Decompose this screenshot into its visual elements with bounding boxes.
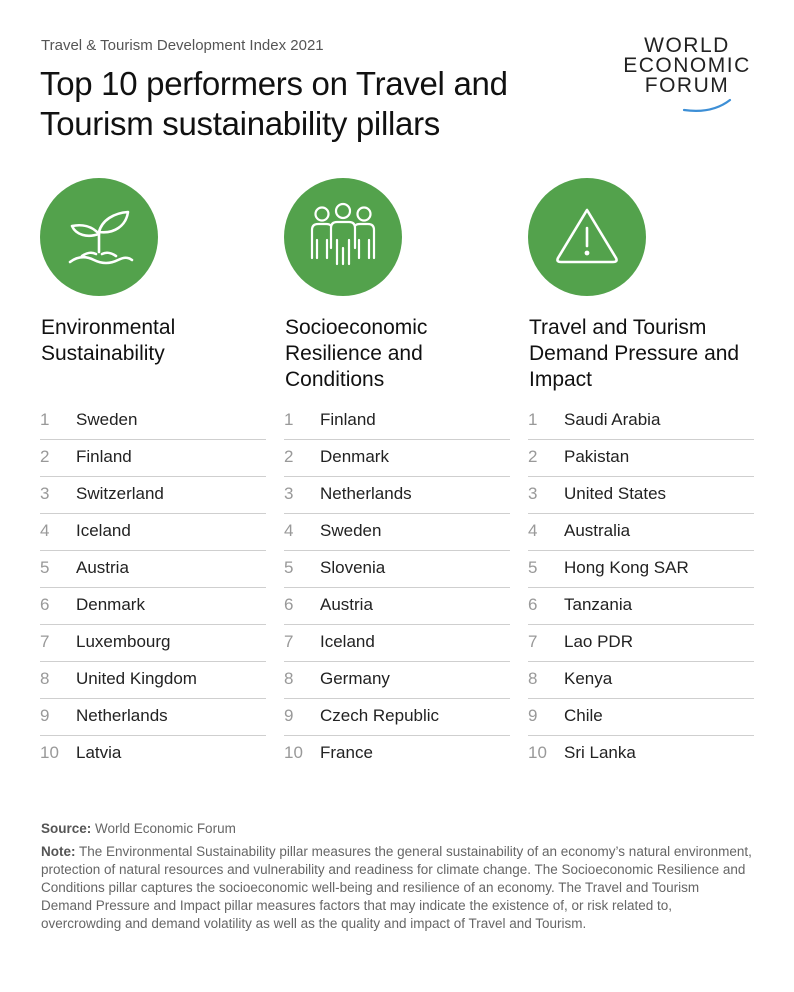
- country-name: Germany: [320, 669, 390, 688]
- rank-number: 1: [528, 410, 538, 429]
- list-item: [40, 403, 266, 440]
- footer-notes: [41, 820, 753, 938]
- country-name: Kenya: [564, 669, 613, 688]
- country-name: Austria: [76, 558, 129, 577]
- rank-number: 6: [528, 595, 538, 614]
- list-item: [40, 699, 266, 736]
- rank-number: 7: [40, 632, 50, 651]
- country-name: Sweden: [76, 410, 138, 429]
- column-demand-pressure: [528, 178, 754, 762]
- list-item: [528, 625, 754, 662]
- column-socioeconomic: [284, 178, 510, 762]
- rank-number: 1: [284, 410, 294, 429]
- rank-number: 8: [40, 669, 50, 688]
- rank-number: 7: [284, 632, 294, 651]
- rank-number: 7: [528, 632, 538, 651]
- rank-number: 3: [528, 484, 538, 503]
- country-name: Finland: [76, 447, 132, 466]
- ranking-list: [528, 403, 754, 772]
- list-item: [284, 699, 510, 736]
- note-paragraph: [41, 843, 753, 933]
- ranking-list: [40, 403, 266, 772]
- pillar-heading: Travel and Tourism Demand Pressure and Impact: [529, 316, 740, 391]
- rank-number: 2: [528, 447, 538, 466]
- warning-triangle-icon: [528, 178, 646, 296]
- note-label: Note:: [41, 844, 76, 859]
- country-name: Slovenia: [320, 558, 386, 577]
- rank-number: 2: [40, 447, 50, 466]
- country-name: Czech Republic: [320, 706, 440, 725]
- rank-number: 3: [284, 484, 294, 503]
- rank-number: 2: [284, 447, 294, 466]
- index-subtitle: Travel & Tourism Development Index 2021: [41, 37, 324, 54]
- list-item: [528, 551, 754, 588]
- rank-number: 9: [40, 706, 50, 725]
- country-name: Netherlands: [320, 484, 412, 503]
- source-text: World Economic Forum: [95, 821, 236, 836]
- country-name: United Kingdom: [76, 669, 197, 688]
- list-item: [284, 588, 510, 625]
- list-item: [284, 403, 510, 440]
- country-name: Pakistan: [564, 447, 630, 466]
- list-item: [40, 588, 266, 625]
- logo-line-1: WORLD: [644, 34, 730, 57]
- rank-number: 8: [284, 669, 294, 688]
- country-name: Sweden: [320, 521, 382, 540]
- rank-number: 4: [40, 521, 50, 540]
- country-name: Lao PDR: [564, 632, 633, 651]
- list-item: [40, 662, 266, 699]
- country-name: Iceland: [76, 521, 131, 540]
- country-name: Denmark: [320, 447, 389, 466]
- country-name: Australia: [564, 521, 631, 540]
- rank-number: 10: [528, 743, 547, 762]
- list-item: [528, 736, 754, 772]
- country-name: Sri Lanka: [564, 743, 636, 762]
- rank-number: 10: [284, 743, 303, 762]
- rank-number: 8: [528, 669, 538, 688]
- note-text: The Environmental Sustainability pillar measures the general sustainability of an economy’s natural environment, protection of natural resources and vulnerability and readiness for climate change. The Socioeconomic Resilience and Conditions pillar captures the socioeconomic well-being and resilience of an economy. The Travel and Tourism Demand Pressure and Impact pillar measures factors that may indicate the existence of, or risk related to, overcrowding and demand volatility as well as the quality and impact of Travel and Tourism.: [41, 844, 752, 931]
- list-item: [528, 588, 754, 625]
- list-item: [284, 662, 510, 699]
- people-group-icon: [284, 178, 402, 296]
- list-item: [528, 514, 754, 551]
- list-item: [40, 477, 266, 514]
- country-name: Austria: [320, 595, 373, 614]
- country-name: Chile: [564, 706, 603, 725]
- country-name: Denmark: [76, 595, 145, 614]
- list-item: [528, 403, 754, 440]
- country-name: Switzerland: [76, 484, 164, 503]
- country-name: Hong Kong SAR: [564, 558, 689, 577]
- country-name: Finland: [320, 410, 376, 429]
- country-name: France: [320, 743, 373, 762]
- country-name: Iceland: [320, 632, 375, 651]
- page-title: Top 10 performers on Travel and Tourism sustainability pillars: [40, 65, 508, 142]
- rank-number: 5: [284, 558, 294, 577]
- country-name: Netherlands: [76, 706, 168, 725]
- list-item: [284, 514, 510, 551]
- rank-number: 10: [40, 743, 59, 762]
- source-label: Source:: [41, 821, 92, 836]
- list-item: [528, 477, 754, 514]
- rank-number: 5: [528, 558, 538, 577]
- pillar-icon-circle: [528, 178, 646, 296]
- rank-number: 1: [40, 410, 50, 429]
- rank-number: 6: [284, 595, 294, 614]
- country-name: Tanzania: [564, 595, 633, 614]
- country-name: Latvia: [76, 743, 122, 762]
- rank-number: 3: [40, 484, 50, 503]
- list-item: [40, 551, 266, 588]
- pillar-icon-circle: [40, 178, 158, 296]
- logo-line-3: FORUM: [644, 74, 730, 97]
- list-item: [40, 625, 266, 662]
- pillar-heading: Socioeconomic Resilience and Conditions: [285, 316, 428, 391]
- country-name: United States: [564, 484, 667, 503]
- rank-number: 9: [528, 706, 538, 725]
- logo-line-2: ECONOMIC: [623, 54, 751, 77]
- list-item: [284, 551, 510, 588]
- wef-logo: [612, 36, 762, 116]
- rank-number: 4: [284, 521, 294, 540]
- ranking-list: [284, 403, 510, 772]
- rank-number: 9: [284, 706, 294, 725]
- list-item: [528, 440, 754, 477]
- rank-number: 4: [528, 521, 538, 540]
- list-item: [284, 736, 510, 772]
- list-item: [40, 514, 266, 551]
- source-line: [41, 820, 753, 838]
- rank-number: 5: [40, 558, 50, 577]
- list-item: [40, 736, 266, 772]
- list-item: [284, 625, 510, 662]
- country-name: Saudi Arabia: [564, 410, 661, 429]
- plant-sprout-icon: [40, 178, 158, 296]
- pillar-icon-circle: [284, 178, 402, 296]
- list-item: [528, 662, 754, 699]
- column-environmental: [40, 178, 266, 762]
- rank-number: 6: [40, 595, 50, 614]
- list-item: [284, 477, 510, 514]
- list-item: [40, 440, 266, 477]
- logo-arc-icon: [612, 36, 762, 116]
- list-item: [528, 699, 754, 736]
- pillar-heading: Environmental Sustainability: [41, 316, 176, 365]
- list-item: [284, 440, 510, 477]
- country-name: Luxembourg: [76, 632, 171, 651]
